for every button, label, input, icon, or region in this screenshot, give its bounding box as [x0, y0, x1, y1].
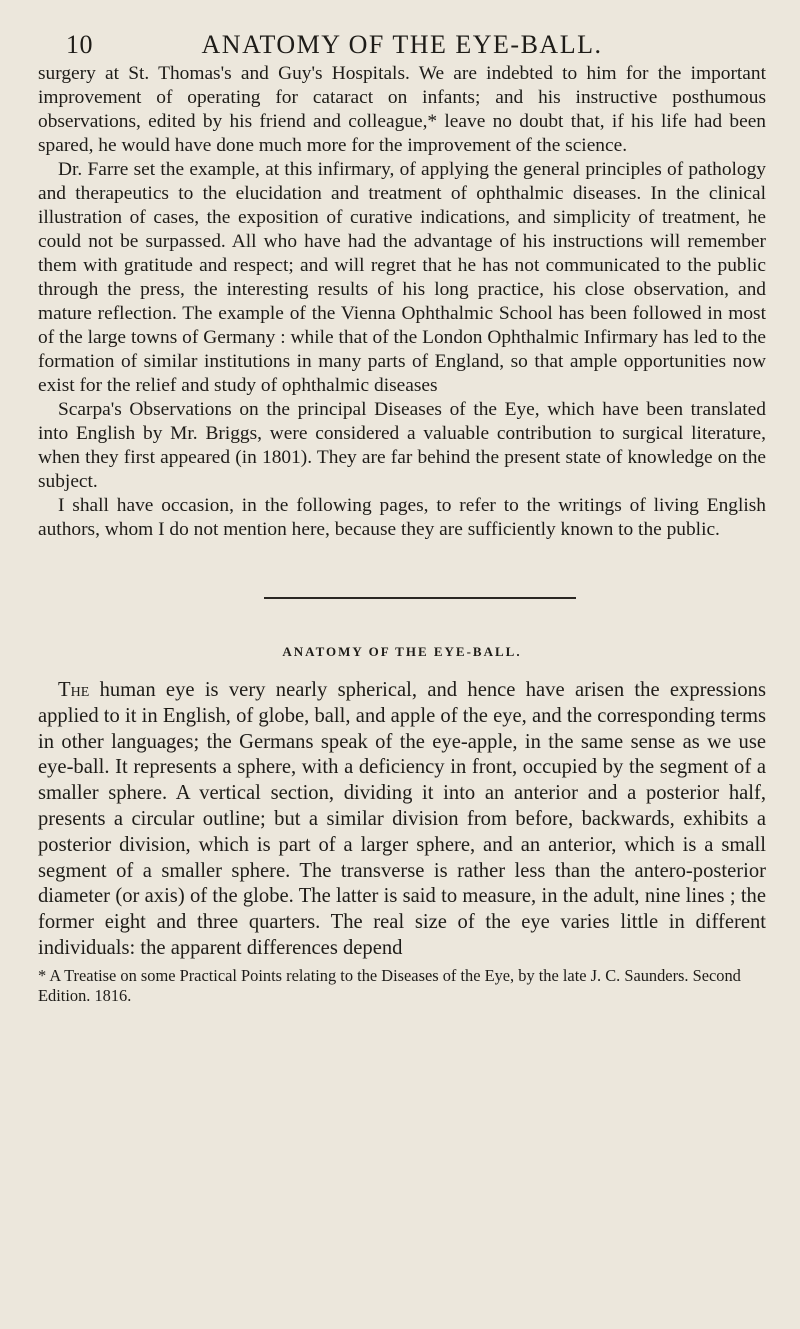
- paragraph-human-eye: [38, 678, 766, 962]
- paragraph-scarpa: Scarpa's Observations on the principal Diseases of the Eye, which have been translated into English by Mr. Briggs, were considered a valuable contribution to surgical literature, when they first appeared (in 1801). They are far behind the present state of knowledge on the subject.: [38, 399, 766, 492]
- section-divider-rule: [264, 597, 576, 599]
- footnote: * A Treatise on some Practical Points relating to the Diseases of the Eye, by the late J. C. Saunders. Second Edition. 1816.: [38, 965, 741, 1005]
- page-number: 10: [66, 30, 93, 59]
- paragraph-human-eye-text: human eye is very nearly spherical, and hence have arisen the expressions applied to it in English, of globe, ball, and apple of the eye, and the corresponding terms in other languages; the Germans speak of the eye-apple, in the same sense as we use eye-ball. It represents a sphere, with a deficiency in front, occupied by the segment of a smaller sphere. A vertical section, dividing it into an anterior and a posterior half, presents a circular outline; but a similar division from before, backwards, exhibits a posterior division, which is part of a larger sphere, and an anterior, which is a small segment of a smaller sphere. The transverse is rather less than the antero-posterior diameter (or axis) of the globe. The latter is said to measure, in the adult, nine lines ; the former eight and three quarters. The real size of the eye varies little in different individuals: the apparent differences depend: [38, 679, 766, 959]
- paragraph-farre: Dr. Farre set the example, at this infirmary, of applying the general principles of pathology and therapeutics to the elucidation and treatment of ophthalmic diseases. In the clinical illustration of cases, the exposition of curative indications, and simplicity of treatment, he could not be surpassed. All who have had the advantage of his instructions will remember them with gratitude and respect; and will regret that he has not communicated to the public through the press, the interesting results of his long practice, his close observation, and mature reflection. The example of the Vienna Ophthalmic School has been followed in most of the large towns of Germany : while that of the London Ophthalmic Infirmary has led to the formation of similar institutions in many parts of England, so that ample opportunities now exist for the relief and study of ophthalmic diseases: [38, 159, 766, 396]
- running-head: ANATOMY OF THE EYE-BALL.: [201, 30, 603, 59]
- paragraph-surgery: surgery at St. Thomas's and Guy's Hospitals. We are indebted to him for the important improvement of operating for cataract on infants; and his instructive posthumous observations, edited by his friend and colleague,* leave no doubt that, if his life had been spared, he would have done much more for the improvement of the science.: [38, 63, 766, 156]
- preface-text: [38, 62, 766, 542]
- divider-rule-area: [38, 542, 766, 624]
- page-header: [38, 0, 766, 62]
- anatomy-text: [38, 678, 766, 962]
- lead-word: The: [58, 679, 90, 701]
- section-heading: ANATOMY OF THE EYE-BALL.: [282, 644, 522, 659]
- paragraph-authors: I shall have occasion, in the following pages, to refer to the writings of living English authors, whom I do not mention here, because they are sufficiently known to the public.: [38, 495, 766, 540]
